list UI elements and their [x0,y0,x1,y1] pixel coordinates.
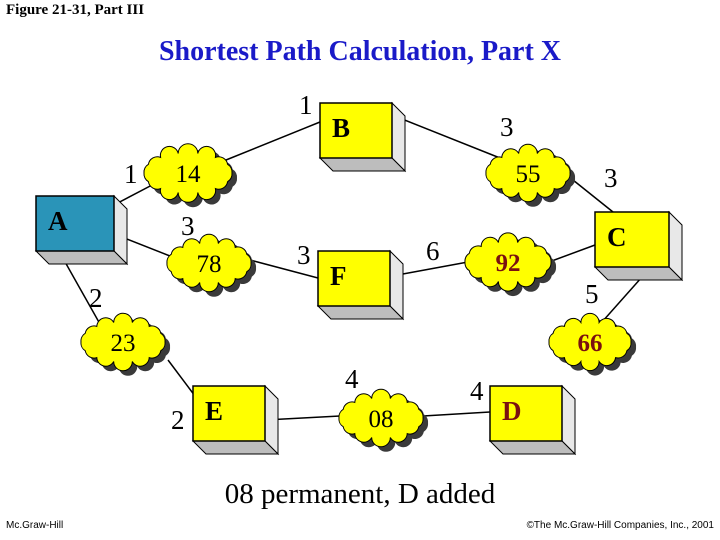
edge-weight: 4 [470,376,484,406]
node-a [36,196,127,264]
caption: 08 permanent, D added [224,478,496,510]
node-face [318,251,390,306]
node-face [320,103,392,158]
page-title: Shortest Path Calculation, Part X [158,36,562,67]
cloud-value: 14 [175,161,201,188]
node-bottom [320,158,405,171]
cloud-55 [486,144,575,207]
edge-weight: 3 [181,211,195,241]
node-b [320,103,405,171]
edge-weight: 1 [124,159,138,189]
edge-weight: 2 [89,283,103,313]
cloud-value: 92 [495,250,521,277]
edge-weight: 6 [426,236,440,266]
node-c [595,212,682,280]
cloud-value: 23 [110,330,136,357]
cloud-92 [465,233,556,296]
publisher-label: Mc.Graw-Hill [6,520,64,531]
edge-weight: 3 [500,112,514,142]
node-label: F [330,261,347,291]
node-e [193,386,278,454]
cloud-78 [167,234,256,297]
edge-line [226,122,320,160]
node-face [193,386,265,441]
node-f [318,251,403,319]
edge-weight: 3 [297,240,311,270]
cloud-23 [81,313,170,376]
cloud-66 [549,313,636,375]
node-bottom [595,267,682,280]
edge-line [423,412,490,416]
node-label: A [48,206,68,236]
cloud-value: 08 [368,406,394,433]
edge-weight: 3 [604,163,618,193]
figure-label: Figure 21-31, Part III [6,2,145,18]
cloud-value: 66 [577,330,603,357]
node-label: D [502,396,522,426]
copyright-label: ©The Mc.Graw-Hill Companies, Inc., 2001 [526,520,714,531]
node-face [490,386,562,441]
cloud-14 [144,144,237,208]
node-bottom [193,441,278,454]
node-d [490,386,575,454]
edge-line [549,245,595,262]
node-label: B [332,113,351,143]
edge-weight: 2 [171,405,185,435]
edge-line [392,115,500,158]
cloud-value: 78 [196,251,222,278]
cloud-value: 55 [515,161,541,188]
node-bottom [318,306,403,319]
cloud-08 [339,389,428,452]
node-bottom [36,251,127,264]
edge-weight: 5 [585,279,599,309]
node-label: E [205,396,224,426]
node-bottom [490,441,575,454]
edge-weight: 4 [345,364,359,394]
node-label: C [607,222,627,252]
edge-weight: 1 [299,90,313,120]
